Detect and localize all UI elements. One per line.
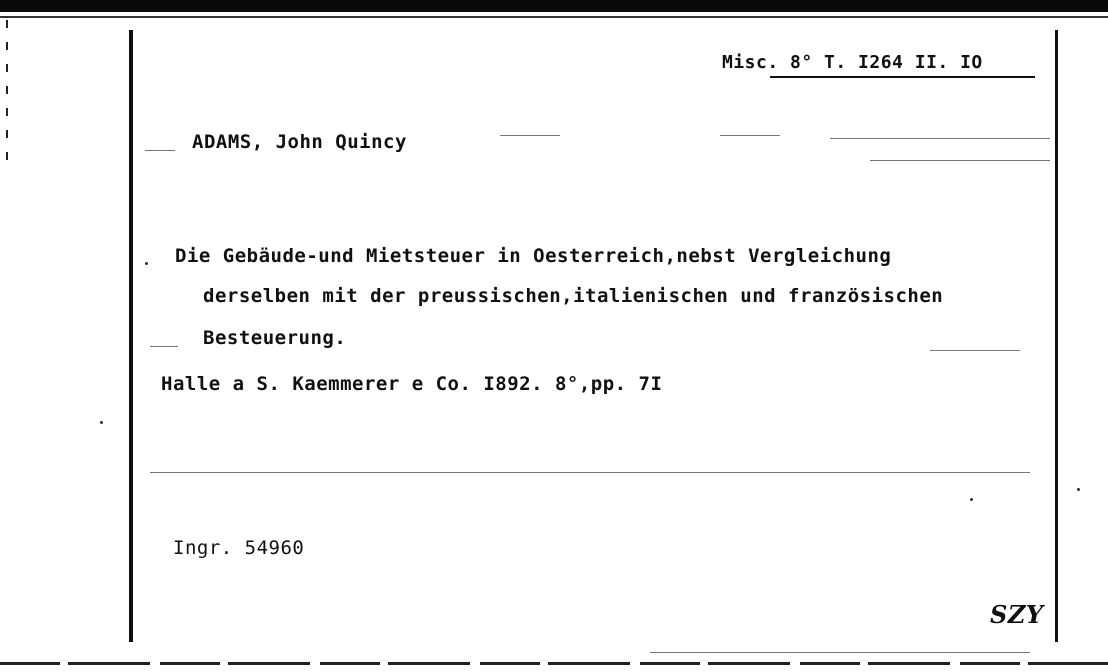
- top-border: [0, 0, 1108, 12]
- title-line-1: Die Gebäude-und Mietsteuer in Oesterreich,nebst Vergleichung: [175, 245, 892, 267]
- bottom-edge: [0, 662, 1108, 665]
- scan-dot: [970, 498, 973, 501]
- call-number-underline: [770, 76, 1035, 78]
- scan-dash: [145, 150, 175, 151]
- scan-dot: [1077, 488, 1080, 491]
- scan-dash: [500, 135, 560, 136]
- scan-dash: [150, 472, 1030, 473]
- scan-dash: [830, 138, 1050, 139]
- title-line-3: Besteuerung.: [203, 327, 347, 349]
- call-number: Misc. 8° T. I264 II. IO: [722, 52, 983, 73]
- card-left-edge: [129, 30, 133, 642]
- card-right-edge: [1055, 30, 1058, 642]
- scan-dash: [930, 350, 1020, 351]
- scan-dot: [100, 421, 103, 424]
- scan-dash: [150, 346, 178, 347]
- scan-dash: [650, 652, 1030, 653]
- scan-dash: [720, 135, 780, 136]
- scan-dot: [145, 262, 148, 265]
- title-line-2: derselben mit der preussischen,italienischen und französischen: [203, 285, 944, 307]
- top-border-line: [0, 16, 1108, 18]
- margin-ticks: [6, 20, 8, 190]
- author-heading: ADAMS, John Quincy: [192, 131, 407, 153]
- imprint-line: Halle a S. Kaemmerer e Co. I892. 8°,pp. 7I: [161, 373, 663, 395]
- scan-dash: [870, 160, 1050, 161]
- handwritten-number: SZY: [990, 600, 1044, 629]
- accession-number: Ingr. 54960: [173, 537, 305, 559]
